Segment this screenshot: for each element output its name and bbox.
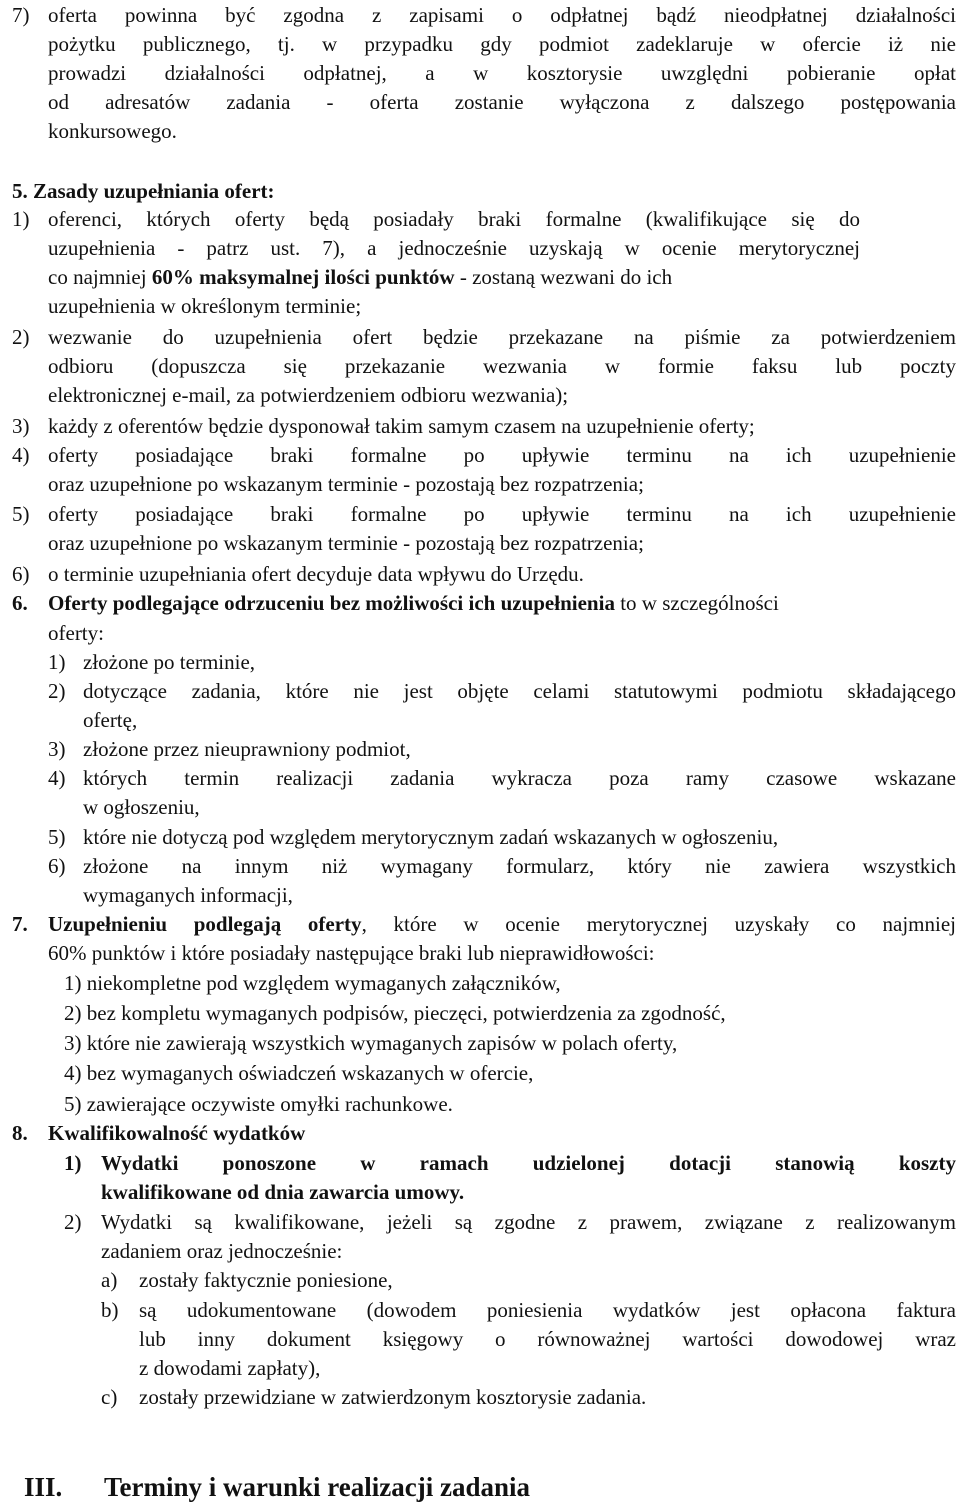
list-number: 2) — [48, 679, 66, 703]
list-item-text: oraz uzupełnione po wskazanym terminie - pozostają bez rozpatrzenia; — [48, 472, 644, 496]
list-item — [0, 322, 960, 352]
list-number: 2) — [12, 325, 30, 349]
list-number: 7) — [12, 3, 30, 27]
list-item-text: złożone przez nieuprawniony podmiot, — [83, 737, 411, 761]
list-item-text: dotyczące zadania, które nie jest objęte celami statutowymi podmiotu składającego — [83, 679, 956, 703]
list-item — [0, 851, 960, 881]
paragraph-line: od adresatów zadania - oferta zostanie wyłączona z dalszego postępowania — [48, 90, 956, 114]
list-item-text: ofertę, — [83, 708, 138, 732]
chapter-number: III. — [24, 1472, 63, 1502]
section-number: 8. — [12, 1121, 28, 1145]
list-item — [0, 1265, 960, 1295]
list-item — [0, 411, 960, 441]
list-item — [0, 559, 960, 589]
bold-span: 60% maksymalnej ilości punktów — [151, 265, 455, 289]
list-number: 2) — [64, 1210, 82, 1234]
section-number: 6. — [12, 591, 28, 615]
list-item-text: wezwanie do uzupełnienia ofert będzie przekazane na piśmie za potwierdzeniem — [48, 325, 956, 349]
list-item: 4) bez wymaganych oświadczeń wskazanych w ofercie, — [64, 1061, 534, 1085]
list-item: 1) niekompletne pod względem wymaganych załączników, — [64, 971, 561, 995]
list-item — [0, 734, 960, 764]
section-heading — [0, 588, 960, 618]
list-item-text: z dowodami zapłaty), — [139, 1356, 321, 1380]
list-item-text: oferenci, których oferty będą posiadały braki formalne (kwalifikujące się do — [48, 207, 860, 231]
text-span: co najmniej — [48, 265, 152, 289]
list-item — [0, 676, 960, 706]
list-item — [0, 1382, 960, 1412]
list-item — [0, 440, 960, 470]
paragraph-line: pożytku publicznego, tj. w przypadku gdy podmiot zadeklaruje w ofercie iż nie — [48, 32, 956, 56]
list-item-text: zadaniem oraz jednocześnie: — [101, 1239, 343, 1263]
list-item-text: są udokumentowane (dowodem poniesienia wydatków jest opłacona faktura — [139, 1298, 956, 1322]
list-item — [0, 1295, 960, 1325]
list-item-text: Wydatki ponoszone w ramach udzielonej dotacji stanowią koszty — [101, 1151, 956, 1175]
list-item: 3) które nie zawierają wszystkich wymaganych zapisów w polach oferty, — [64, 1031, 678, 1055]
list-item-text: o terminie uzupełniania ofert decyduje data wpływu do Urzędu. — [48, 562, 584, 586]
section-heading: 5. Zasady uzupełniania ofert: — [12, 179, 275, 203]
list-item-text: oferty posiadające braki formalne po upływie terminu na ich uzupełnienie — [48, 502, 956, 526]
list-item — [0, 499, 960, 529]
list-number: 3) — [12, 414, 30, 438]
chapter-title: Terminy i warunki realizacji zadania — [104, 1472, 531, 1502]
list-letter: c) — [101, 1385, 118, 1409]
list-item-text: zostały faktycznie poniesione, — [139, 1268, 393, 1292]
list-number: 1) — [64, 1151, 82, 1175]
list-item-text: każdy z oferentów będzie dysponował takim samym czasem na uzupełnienie oferty; — [48, 414, 755, 438]
section-heading — [0, 909, 960, 939]
list-item — [0, 1148, 960, 1178]
paragraph-line: 60% punktów i które posiadały następujące braki lub nieprawidłowości: — [48, 941, 655, 965]
list-item-text: elektronicznej e-mail, za potwierdzeniem odbioru wezwania); — [48, 383, 569, 407]
list-item-text — [0, 262, 960, 292]
text-span: - zostaną wezwani do ich — [454, 265, 673, 289]
list-number: 5) — [12, 502, 30, 526]
list-item-text: złożone po terminie, — [83, 650, 256, 674]
list-item — [0, 647, 960, 677]
list-item-text: odbioru (dopuszcza się przekazanie wezwania w formie faksu lub poczty — [48, 354, 956, 378]
list-item-text: w ogłoszeniu, — [83, 795, 200, 819]
list-item-text: uzupełnienia w określonym terminie; — [48, 294, 362, 318]
list-item — [0, 1207, 960, 1237]
text-line — [0, 0, 960, 30]
list-item-text: oraz uzupełnione po wskazanym terminie - pozostają bez rozpatrzenia; — [48, 531, 644, 555]
paragraph-line: prowadzi działalności odpłatnej, a w kosztorysie uwzględni pobieranie opłat — [48, 61, 956, 85]
section-title: Kwalifikowalność wydatków — [48, 1121, 306, 1145]
list-item — [0, 822, 960, 852]
paragraph-line: konkursowego. — [48, 119, 177, 143]
list-item-text: Wydatki są kwalifikowane, jeżeli są zgodne z prawem, związane z realizowanym — [101, 1210, 956, 1234]
section-number: 7. — [12, 912, 28, 936]
list-item-text: lub inny dokument księgowy o równoważnej wartości dowodowej wraz — [139, 1327, 956, 1351]
list-number: 5) — [48, 825, 66, 849]
list-item-text: kwalifikowane od dnia zawarcia umowy. — [101, 1180, 465, 1204]
list-item-text: złożone na innym niż wymagany formularz, który nie zawiera wszystkich — [83, 854, 956, 878]
list-number: 4) — [48, 766, 66, 790]
list-number: 1) — [48, 650, 66, 674]
list-number: 1) — [12, 207, 30, 231]
list-item — [0, 204, 960, 234]
list-number: 3) — [48, 737, 66, 761]
list-item-text: wymaganych informacji, — [83, 883, 293, 907]
list-item-text: uzupełnienia - patrz ust. 7), a jednocześnie uzyskają w ocenie merytorycznej — [48, 236, 860, 260]
list-letter: a) — [101, 1268, 118, 1292]
bold-span: Uzupełnieniu podlegają oferty — [48, 912, 362, 936]
list-item-text: które nie dotyczą pod względem merytorycznym zadań wskazanych w ogłoszeniu, — [83, 825, 779, 849]
paragraph-line: oferty: — [48, 621, 104, 645]
list-number: 4) — [12, 443, 30, 467]
list-number: 6) — [48, 854, 66, 878]
text-span: , które w ocenie merytorycznej uzyskały co najmniej — [361, 912, 956, 936]
text-span: to w szczególności — [614, 591, 779, 615]
list-item-text: oferty posiadające braki formalne po upływie terminu na ich uzupełnienie — [48, 443, 956, 467]
list-item — [0, 763, 960, 793]
bold-span: Oferty podlegające odrzuceniu bez możliwości ich uzupełnienia — [48, 591, 615, 615]
list-item-text: których termin realizacji zadania wykracza poza ramy czasowe wskazane — [83, 766, 956, 790]
paragraph-line: oferta powinna być zgodna z zapisami o odpłatnej bądź nieodpłatnej działalności — [48, 3, 956, 27]
list-item-text: zostały przewidziane w zatwierdzonym kosztorysie zadania. — [139, 1385, 647, 1409]
list-item: 2) bez kompletu wymaganych podpisów, pieczęci, potwierdzenia za zgodność, — [64, 1001, 726, 1025]
list-number: 6) — [12, 562, 30, 586]
list-letter: b) — [101, 1298, 119, 1322]
section-heading — [0, 1118, 960, 1148]
list-item: 5) zawierające oczywiste omyłki rachunkowe. — [64, 1092, 453, 1116]
